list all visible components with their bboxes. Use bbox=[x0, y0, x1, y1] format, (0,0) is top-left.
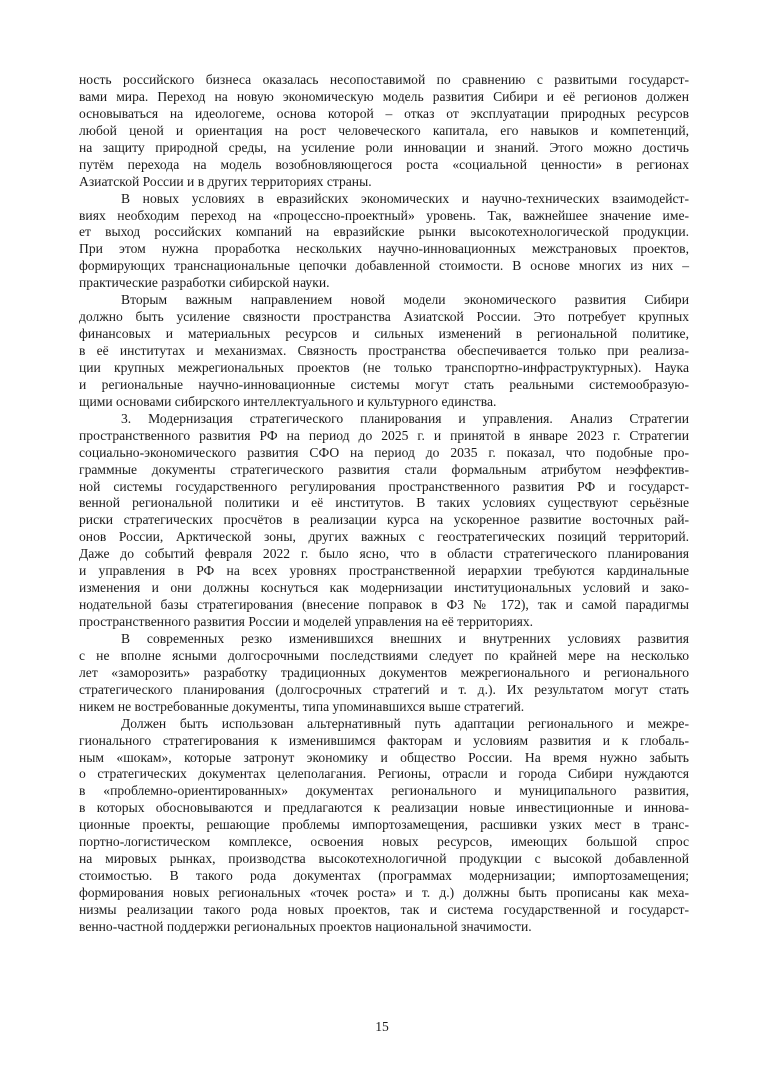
text-line: изменения и они должны коснуться как модернизации институциональных условий и зако- bbox=[79, 580, 689, 596]
text-line: пространственного развития России и моделей управления на её территориях. bbox=[79, 614, 534, 629]
text-line: ным «шокам», которые затронут экономику и общество России. На время нужно забыть bbox=[79, 749, 689, 765]
text-line: и региональные научно-инновационные системы могут стать реальными системообразую- bbox=[79, 376, 689, 392]
text-line: онов России, Арктической зоны, других важных с геостратегических позиций территорий. bbox=[79, 529, 689, 545]
text-line: ционные проекты, решающие проблемы импортозамещения, расшивки узких мест в транс- bbox=[79, 817, 689, 833]
text-line: основываться на идеологеме, основа которой – отказ от эксплуатации природных ресурсов bbox=[79, 105, 689, 121]
text-line: с не вполне ясными долгосрочными последствиями следует по крайней мере на несколько bbox=[79, 647, 689, 663]
paragraph bbox=[79, 716, 689, 936]
text-line: граммные документы стратегического развития стали формальным атрибутом неэффектив- bbox=[79, 461, 689, 477]
text-line: стратегического планирования (долгосрочных стратегий и т. д.). Их результатом могут стать bbox=[79, 681, 689, 697]
text-line: социально-экономического развития СФО на период до 2035 г. показал, что подобные про- bbox=[79, 444, 689, 460]
paragraph bbox=[79, 72, 689, 191]
text-line: виях необходим переход на «процессно-проектный» уровень. Так, важнейшее значение име- bbox=[79, 207, 689, 223]
text-line: вами мира. Переход на новую экономическую модель развития Сибири и её регионов должен bbox=[79, 88, 689, 104]
text-line: В современных резко изменившихся внешних и внутренних условиях развития bbox=[121, 630, 689, 646]
text-line: в её институтах и механизмах. Связность пространства обеспечивается только при реализа- bbox=[79, 343, 689, 358]
text-line: Азиатской России и в других территориях страны. bbox=[79, 173, 372, 189]
text-line: лет «заморозить» разработку традиционных документов межрегионального и регионального bbox=[79, 664, 689, 680]
page-number: 15 bbox=[375, 1019, 389, 1034]
text-line: ной системы государственного регулирования пространственного развития РФ и государст- bbox=[79, 478, 689, 494]
text-line: пространственного развития РФ на период до 2025 г. и принятой в январе 2023 г. Стратегии bbox=[79, 427, 689, 443]
text-line: в которых обосновываются и предлагаются к реализации новые инвестиционные и иннова- bbox=[79, 800, 689, 816]
text-line: о стратегических документах целеполагания. Регионы, отрасли и города Сибири нуждаются bbox=[79, 766, 689, 782]
text-line: Вторым важным направлением новой модели экономического развития Сибири bbox=[121, 292, 689, 308]
text-line: щими основами сибирского интеллектуального и культурного единства. bbox=[79, 393, 497, 409]
text-line: ность российского бизнеса оказалась несопоставимой по сравнению с развитыми государст- bbox=[79, 72, 689, 87]
text-line: стоимостью. В такого рода документах (программах модернизации; импортозамещения; bbox=[79, 868, 689, 884]
text-line: ции крупных межрегиональных проектов (не только транспортно-инфраструктурных). Наука bbox=[79, 359, 689, 375]
text-line: нодательной базы стратегирования (внесение поправок в ФЗ № 172), так и самой парадигмы bbox=[79, 597, 689, 613]
text-line: ет выход российских компаний на евразийские рынки высокотехнологической продукции. bbox=[79, 224, 689, 240]
text-line: формирующих транснациональные цепочки добавленной стоимости. В основе многих из них – bbox=[79, 258, 689, 274]
text-line: венной региональной политики и её институтов. В таких условиях существуют серьёзные bbox=[79, 495, 689, 511]
paragraph bbox=[79, 631, 689, 716]
text-line: должно быть усиление связности пространства Азиатской России. Это потребует крупных bbox=[79, 309, 689, 325]
text-line: Должен быть использован альтернативный путь адаптации регионального и межре- bbox=[121, 715, 689, 731]
text-line: При этом нужна проработка нескольких научно-инновационных межстрановых проектов, bbox=[79, 241, 689, 257]
text-line: гионального стратегирования к изменившимся факторам и условиям развития и к глобаль- bbox=[79, 732, 689, 748]
text-line: на мировых рынках, производства высокотехнологичной продукции с высокой добавленной bbox=[79, 851, 689, 867]
text-line: портно-логистическом комплексе, освоения новых ресурсов, имеющих большой спрос bbox=[79, 834, 689, 850]
text-line: венно-частной поддержки региональных проектов национальной значимости. bbox=[79, 918, 532, 934]
text-line: финансовых и материальных ресурсов и сильных изменений в региональной политике, bbox=[79, 326, 689, 342]
paragraph bbox=[79, 411, 689, 631]
paragraph bbox=[79, 292, 689, 411]
text-line: низмы реализации такого рода новых проектов, так и система государственной и государст- bbox=[79, 901, 689, 917]
text-line: и управления в РФ на всех уровнях пространственной иерархии требуются кардинальные bbox=[79, 563, 689, 579]
text-line: В новых условиях в евразийских экономических и научно-технических взаимодейст- bbox=[121, 190, 689, 206]
text-line: формирования новых региональных «точек роста» и т. д.) должны быть прописаны как меха- bbox=[79, 885, 689, 900]
text-line: практические разработки сибирской науки. bbox=[79, 275, 330, 291]
text-line: любой ценой и ориентация на рост человеческого капитала, его навыков и компетенций, bbox=[79, 122, 689, 138]
text-line: риски стратегических просчётов в реализации курса на ускоренное развитие восточных рай- bbox=[79, 512, 689, 528]
body-text bbox=[79, 72, 689, 936]
text-line: 3. Модернизация стратегического планирования и управления. Анализ Стратегии bbox=[121, 410, 689, 426]
text-line: никем не востребованные документы, типа упоминавшихся выше стратегий. bbox=[79, 698, 525, 714]
text-line: Даже до событий февраля 2022 г. было ясно, что в области стратегического планирования bbox=[79, 546, 689, 562]
text-line: на защиту природной среды, на усиление роли инновации и знаний. Этого можно достичь bbox=[79, 139, 689, 155]
paragraph bbox=[79, 191, 689, 293]
text-line: в «проблемно-ориентированных» документах регионального и муниципального развития, bbox=[79, 783, 689, 799]
text-line: путём перехода на модель возобновляющегося роста «социальной ценности» в регионах bbox=[79, 156, 689, 172]
